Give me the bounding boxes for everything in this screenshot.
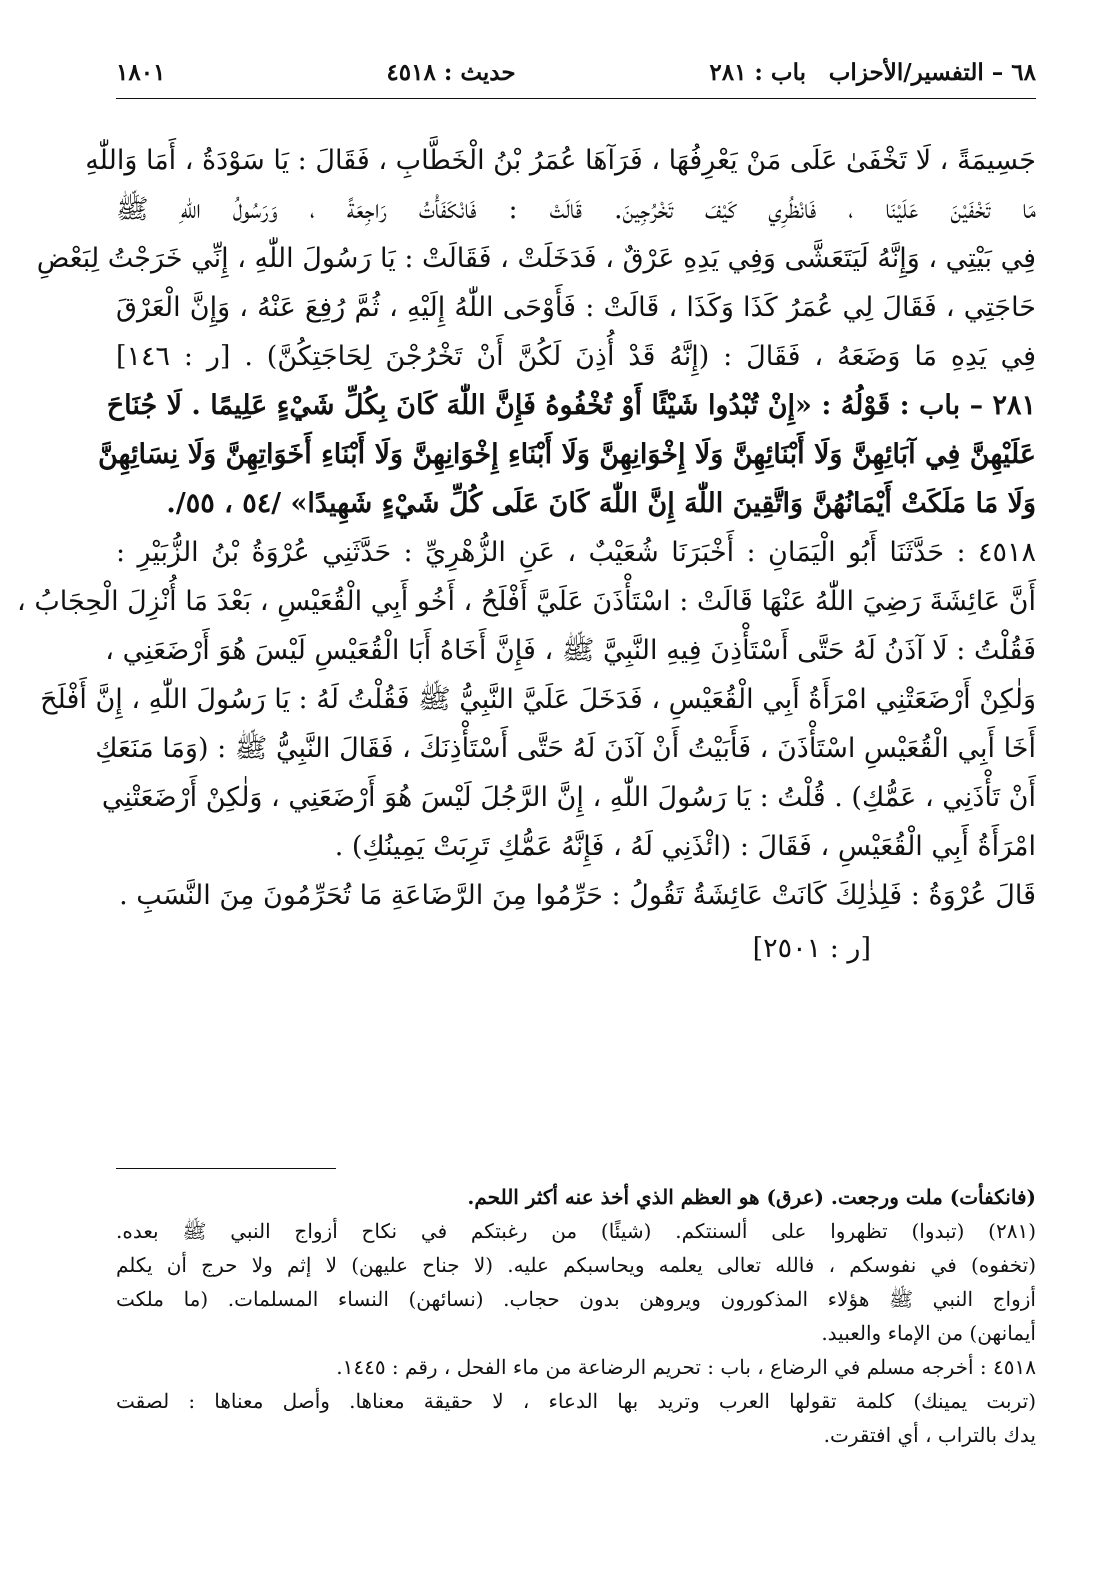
footnote-line: يدك بالتراب ، أي افتقرت. — [823, 1423, 1036, 1447]
text-line: فِي بَيْتِي ، وَإِنَّهُ لَيَتَعَشَّى وَفِي يَدِهِ عَرْقٌ ، فَدَخَلَتْ ، فَقَالَتْ : يَا رَسُولَ اللّٰهِ ، إِنِّي خَرَجْتُ لِبَعْضِ — [36, 243, 1036, 274]
text-line: فِي يَدِهِ مَا وَضَعَهُ ، فَقَالَ : (إِنَّهُ قَدْ أُذِنَ لَكُنَّ أَنْ تَخْرُجْنَ لِحَاجَتِكُنَّ) . [ر : ١٤٦] — [116, 341, 1036, 372]
chapter-heading-line: وَلَا مَا مَلَكَتْ أَيْمَانُهُنَّ وَاتَّقِينَ اللّٰهَ إِنَّ اللّٰهَ كَانَ عَلَى كُلِّ شَيْءٍ شَهِيدًا» /٥٤ ، ٥٥/. — [166, 488, 1036, 519]
text-line: حَاجَتِي ، فَقَالَ لِي عُمَرُ كَذَا وَكَذَا ، قَالَتْ : فَأَوْحَى اللّٰهُ إِلَيْهِ ، ثُمَّ رُفِعَ عَنْهُ ، وَإِنَّ الْعَرْقَ — [116, 292, 1036, 323]
footnote-line: ٤٥١٨ : أخرجه مسلم في الرضاع ، باب : تحريم الرضاعة من ماء الفحل ، رقم : ١٤٤٥. — [336, 1355, 1036, 1379]
footnote-line: (٢٨١) (تبدوا) تظهروا على ألسنتكم. (شيئًا) من رغبتكم في نكاح أزواج النبي ﷺ بعده. — [116, 1219, 1036, 1243]
header-chapter-number: باب : ٢٨١ — [709, 58, 806, 86]
hadith-line: فَقُلْتُ : لَا آذَنُ لَهُ حَتَّى أَسْتَأْذِنَ فِيهِ النَّبِيَّ ﷺ ، فَإِنَّ أَخَاهُ أَبَا الْقُعَيْسِ لَيْسَ هُوَ أَرْضَعَنِي ، — [105, 635, 1036, 666]
header-hadith-number: حديث : ٤٥١٨ — [386, 58, 516, 86]
hadith-line: وَلٰكِنْ أَرْضَعَتْنِي امْرَأَةُ أَبِي الْقُعَيْسِ ، فَدَخَلَ عَلَيَّ النَّبِيُّ ﷺ فَقُلْتُ لَهُ : يَا رَسُولَ اللّٰهِ ، إِنَّ أَفْلَحَ — [40, 684, 1036, 715]
footnote-line: (تخفوه) في نفوسكم ، فالله تعالى يعلمه ويحاسبكم عليه. (لا جناح عليهن) لا إثم ولا حرج أن يكلم — [116, 1253, 1036, 1277]
text-line: جَسِيمَةً ، لَا تَخْفَىٰ عَلَى مَنْ يَعْرِفُهَا ، فَرَآهَا عُمَرُ بْنُ الْخَطَّابِ ، فَقَالَ : يَا سَوْدَةُ ، أَمَا وَاللّٰهِ — [85, 145, 1036, 176]
footnote-line: أيمانهن) من الإماء والعبيد. — [821, 1321, 1036, 1345]
header-divider — [116, 98, 1036, 99]
hadith-line: أَخَا أَبِي الْقُعَيْسِ اسْتَأْذَنَ ، فَأَبَيْتُ أَنْ آذَنَ لَهُ حَتَّى أَسْتَأْذِنَكَ ، فَقَالَ النَّبِيُّ ﷺ : (وَمَا مَنَعَكِ — [95, 733, 1036, 764]
text-line: مَا تَخْفَيْنَ عَلَيْنَا ، فَانْظُرِي كَيْفَ تَخْرُجِينَ. قَالَتْ : فَانْكَفَأْتُ رَاجِعَةً ، وَرَسُولُ اللّٰهِ ﷺ — [116, 194, 1036, 225]
chapter-heading-line: عَلَيْهِنَّ فِي آبَائِهِنَّ وَلَا أَبْنَائِهِنَّ وَلَا إِخْوَانِهِنَّ وَلَا أَبْنَاءِ إِخْوَانِهِنَّ وَلَا أَبْنَاءِ أَخَوَاتِهِنَّ وَلَا نِسَائِهِنَّ — [97, 439, 1036, 470]
main-text — [17, 136, 1036, 973]
chapter-heading-line: ٢٨١ – باب : قَوْلُهُ : «إِنْ تُبْدُوا شَيْئًا أَوْ تُخْفُوهُ فَإِنَّ اللّٰهَ كَانَ بِكُلِّ شَيْءٍ عَلِيمًا . لَا جُنَاحَ — [106, 390, 1036, 421]
footnotes — [116, 1168, 1036, 1452]
footnote-line: (تربت يمينك) كلمة تقولها العرب وتريد بها الدعاء ، لا حقيقة معناها. وأصل معناها : لصقت — [116, 1389, 1036, 1413]
header-section-title: ٦٨ – التفسير/الأحزاب — [828, 58, 1036, 86]
hadith-line: أَنَّ عَائِشَةَ رَضِيَ اللّٰهُ عَنْهَا قَالَتْ : اسْتَأْذَنَ عَلَيَّ أَفْلَحُ ، أَخُو أَبِي الْقُعَيْسِ ، بَعْدَ مَا أُنْزِلَ الْحِجَابُ ، — [17, 586, 1036, 617]
page-number: ١٨٠١ — [116, 58, 166, 86]
hadith-line: أَنْ تَأْذَنِي ، عَمُّكِ) . قُلْتُ : يَا رَسُولَ اللّٰهِ ، إِنَّ الرَّجُلَ لَيْسَ هُوَ أَرْضَعَنِي ، وَلٰكِنْ أَرْضَعَتْنِي — [101, 782, 1036, 813]
footnote-line: (فانكفأت) ملت ورجعت. (عرق) هو العظم الذي أخذ عنه أكثر اللحم. — [467, 1185, 1036, 1209]
hadith-line: ٤٥١٨ : حَدَّثَنَا أَبُو الْيَمَانِ : أَخْبَرَنَا شُعَيْبٌ ، عَنِ الزُّهْرِيِّ : حَدَّثَنِي عُرْوَةُ بْنُ الزُّبَيْرِ : — [116, 537, 1036, 568]
footnote-line: أزواج النبي ﷺ هؤلاء المذكورون ويروهن بدون حجاب. (نسائهن) النساء المسلمات. (ما ملكت — [116, 1287, 1036, 1311]
hadith-line: قَالَ عُرْوَةُ : فَلِذٰلِكَ كَانَتْ عَائِشَةُ تَقُولُ : حَرِّمُوا مِنَ الرَّضَاعَةِ مَا تُحَرِّمُونَ مِنَ النَّسَبِ . — [119, 880, 1036, 911]
cross-reference: [ر : ٢٥٠١] — [752, 933, 871, 964]
hadith-line: امْرَأَةُ أَبِي الْقُعَيْسِ ، فَقَالَ : (ائْذَنِي لَهُ ، فَإِنَّهُ عَمُّكِ تَرِبَتْ يَمِينُكِ) . — [334, 831, 1036, 862]
running-header — [116, 52, 1036, 92]
